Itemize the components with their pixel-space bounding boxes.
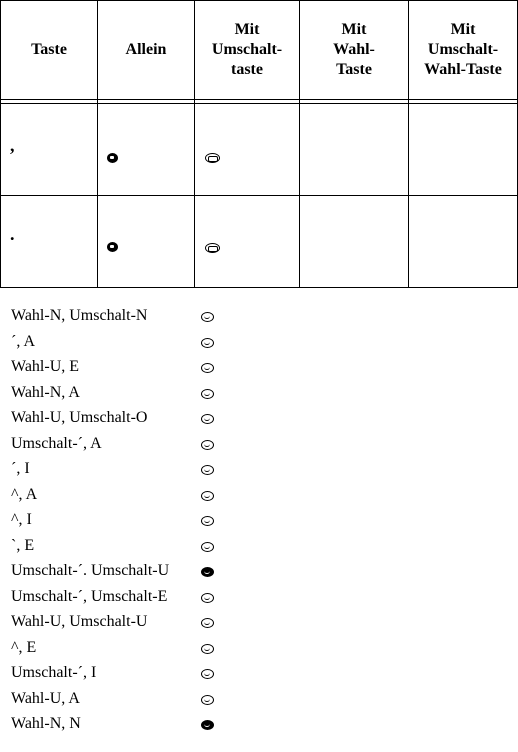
allein-cell [98,105,194,195]
smiley-glyph-icon [201,593,214,603]
wahl-cell [300,196,408,287]
circled-dk-glyph-icon [205,153,220,163]
smiley-glyph-icon [201,542,214,552]
wahl-cell [300,105,408,195]
smiley-glyph-icon [201,465,214,475]
list-item [0,332,518,358]
list-item [0,587,518,613]
combination-label: Wahl-U, E [11,358,80,375]
umschalt-cell [195,196,299,287]
combination-label: Umschalt-´. Umschalt-U [11,562,170,579]
filled-smiley-glyph-icon [201,720,214,730]
combination-label: Umschalt-´, Umschalt-E [11,587,168,605]
smiley-glyph-icon [201,644,214,654]
list-item [0,485,518,511]
combination-label: ^, I [11,511,32,528]
circled-l-glyph-icon [107,242,118,252]
key-cell [1,105,97,195]
smiley-glyph-icon [201,669,214,679]
combination-label: Wahl-U, Umschalt-O [11,409,148,426]
header-mit-umschalt-wahl-taste: Mit Umschalt- Wahl-Taste [424,21,502,78]
column-divider [194,1,195,287]
combination-label: Wahl-U, Umschalt-U [11,613,148,630]
combination-label: ^, E [11,638,37,656]
key-label: . [10,224,15,244]
circled-dk-glyph-icon [205,243,220,253]
combination-label: `, E [11,536,35,554]
combination-label: Wahl-N, N [11,715,81,732]
key-combination-list [0,306,518,740]
smiley-glyph-icon [201,618,214,628]
header-allein: Allein [125,41,167,58]
combination-label: Umschalt-´, I [11,664,97,681]
key-table [0,0,518,288]
key-cell [1,196,97,287]
smiley-glyph-icon [201,363,214,373]
list-item [0,689,518,715]
list-item [0,663,518,689]
smiley-glyph-icon [201,491,214,501]
combination-label: Wahl-N, Umschalt-N [11,307,148,324]
list-item [0,357,518,383]
list-item [0,561,518,587]
table-row [1,105,517,195]
circled-m-glyph-icon [107,153,118,163]
smiley-glyph-icon [201,440,214,450]
list-item [0,612,518,638]
list-item [0,459,518,485]
header-taste: Taste [31,41,67,58]
combination-label: ^, A [11,485,38,503]
list-item [0,714,518,740]
allein-cell [98,196,194,287]
combination-label: Umschalt-´, A [11,434,102,452]
header-mit-wahl-taste: Mit Wahl- Taste [333,21,375,78]
list-item [0,383,518,409]
header-divider [1,99,517,100]
smiley-glyph-icon [201,516,214,526]
header-divider-double [1,103,517,104]
list-item [0,510,518,536]
list-item [0,536,518,562]
key-label: , [10,135,15,155]
list-item [0,306,518,332]
column-divider [97,1,98,287]
row-divider [1,195,517,196]
column-divider [408,1,409,287]
smiley-glyph-icon [201,389,214,399]
umschalt-wahl-cell [409,105,517,195]
smiley-glyph-icon [201,414,214,424]
umschalt-cell [195,105,299,195]
smiley-glyph-icon [201,338,214,348]
table-header-row [1,1,517,99]
combination-label: ´, A [11,332,35,350]
header-mit-umschalttaste: Mit Umschalt- taste [211,21,283,78]
umschalt-wahl-cell [409,196,517,287]
column-divider [299,1,300,287]
list-item [0,638,518,664]
smiley-glyph-icon [201,695,214,705]
combination-label: Wahl-U, A [11,689,80,707]
combination-label: ´, I [11,460,30,477]
combination-label: Wahl-N, A [11,383,80,401]
table-row [1,196,517,287]
list-item [0,408,518,434]
list-item [0,434,518,460]
filled-smiley-glyph-icon [201,567,214,577]
smiley-glyph-icon [201,312,214,322]
